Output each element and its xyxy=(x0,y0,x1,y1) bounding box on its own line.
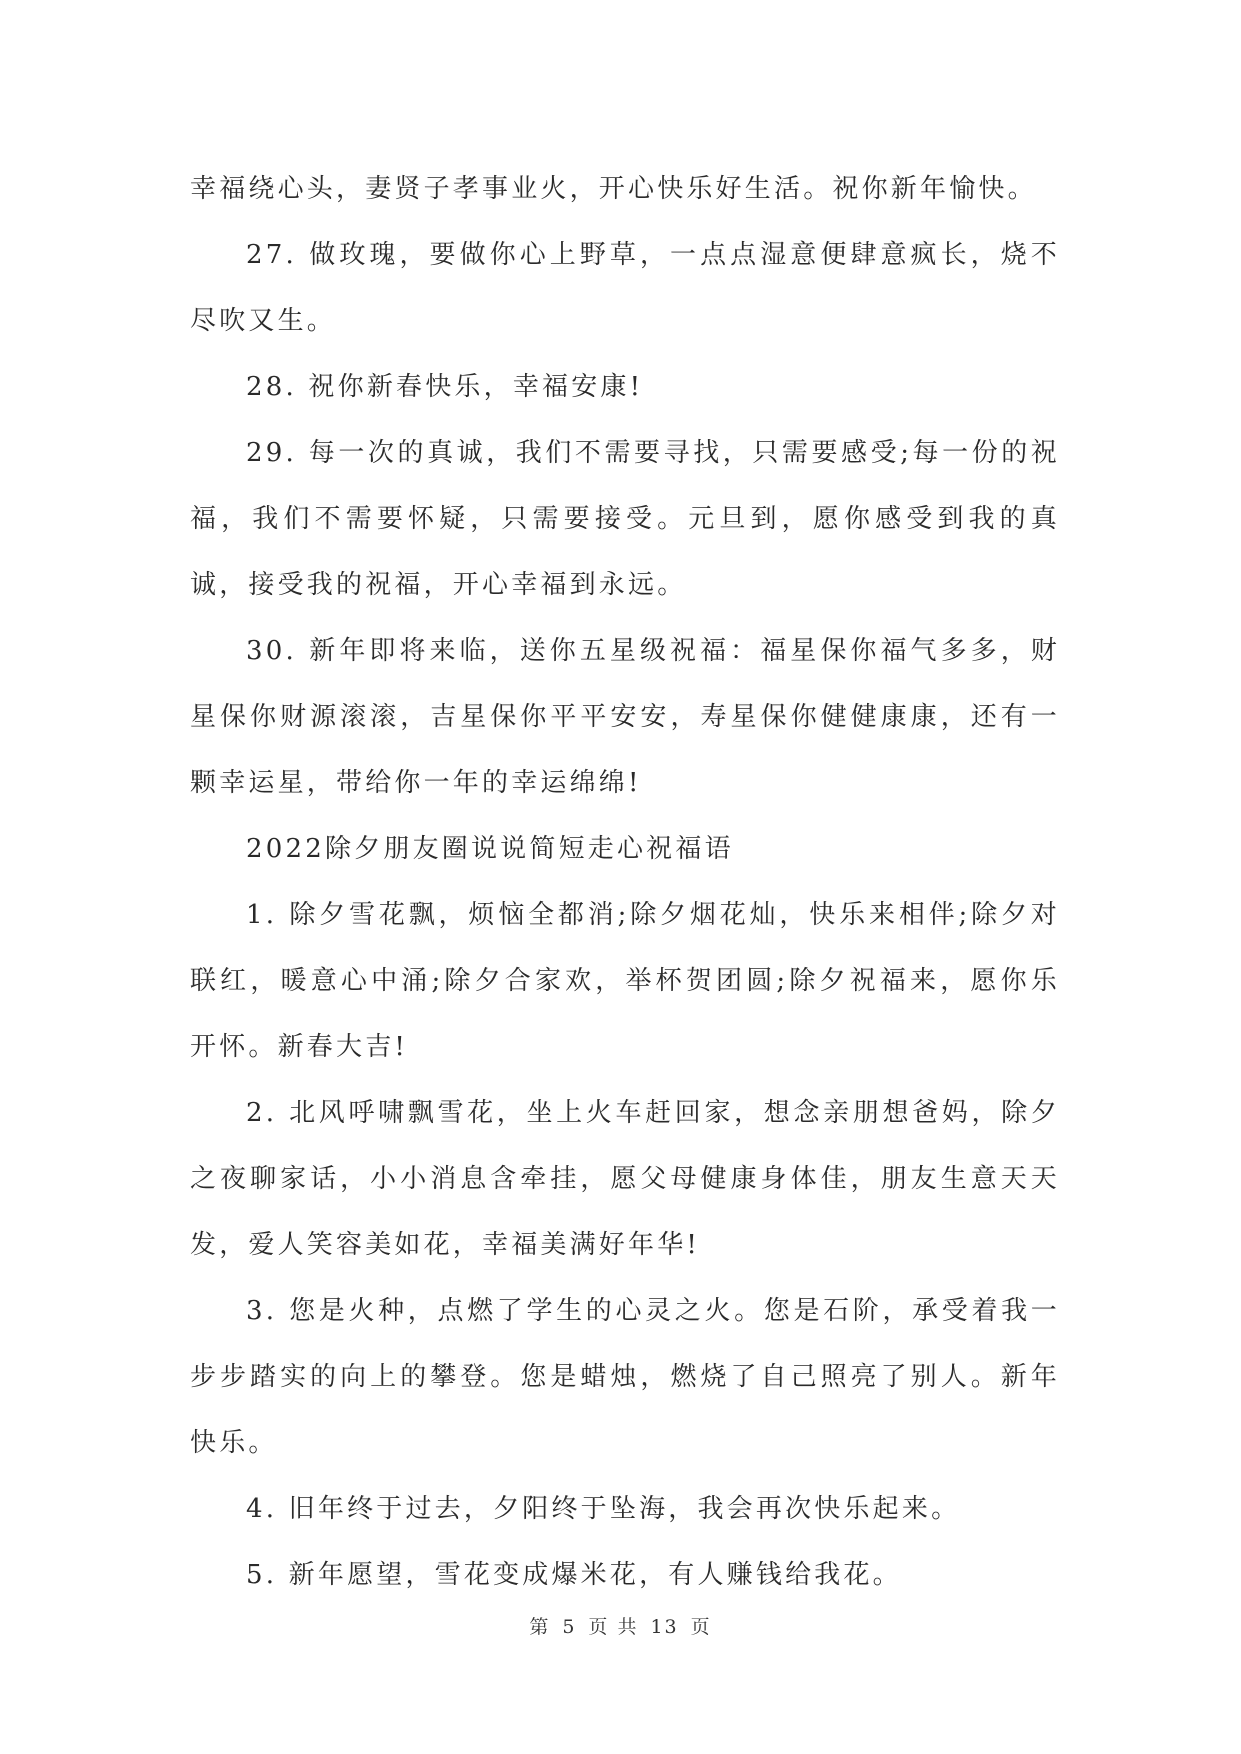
paragraph-item-2: 2. 北风呼啸飘雪花，坐上火车赶回家，想念亲朋想爸妈，除夕之夜聊家话，小小消息含牵挂，愿父母健康身体佳，朋友生意天天发，爱人笑容美如花，幸福美满好年华! xyxy=(190,1098,1060,1260)
section-heading: 2022除夕朋友圈说说简短走心祝福语 xyxy=(246,834,734,864)
paragraph-item-29: 29. 每一次的真诚，我们不需要寻找，只需要感受;每一份的祝福，我们不需要怀疑，只需要接受。元旦到，愿你感受到我的真诚，接受我的祝福，开心幸福到永远。 xyxy=(190,438,1060,600)
paragraph-item-5: 5. 新年愿望，雪花变成爆米花，有人赚钱给我花。 xyxy=(246,1560,902,1590)
page-footer xyxy=(0,1612,1241,1639)
footer-prefix: 第 xyxy=(529,1616,551,1638)
footer-middle: 页 共 xyxy=(588,1616,639,1638)
document-body xyxy=(190,156,1060,1608)
paragraph-item-1: 1. 除夕雪花飘，烦恼全都消;除夕烟花灿，快乐来相伴;除夕对联红，暖意心中涌;除夕合家欢，举杯贺团圆;除夕祝福来，愿你乐开怀。新春大吉! xyxy=(190,900,1060,1062)
paragraph-item-3: 3. 您是火种，点燃了学生的心灵之火。您是石阶，承受着我一步步踏实的向上的攀登。您是蜡烛，燃烧了自己照亮了别人。新年快乐。 xyxy=(190,1296,1060,1458)
paragraph-item-28: 28. 祝你新春快乐，幸福安康! xyxy=(246,372,644,402)
paragraph-continuation: 幸福绕心头，妻贤子孝事业火，开心快乐好生活。祝你新年愉快。 xyxy=(190,174,1037,204)
paragraph-item-30: 30. 新年即将来临，送你五星级祝福：福星保你福气多多，财星保你财源滚滚，吉星保你平平安安，寿星保你健健康康，还有一颗幸运星，带给你一年的幸运绵绵! xyxy=(190,636,1060,798)
footer-total-pages: 13 xyxy=(650,1616,679,1638)
footer-current-page: 5 xyxy=(562,1616,577,1638)
paragraph-item-27: 27. 做玫瑰，要做你心上野草，一点点湿意便肆意疯长，烧不尽吹又生。 xyxy=(190,240,1060,336)
paragraph-item-4: 4. 旧年终于过去，夕阳终于坠海，我会再次快乐起来。 xyxy=(246,1494,961,1524)
footer-suffix: 页 xyxy=(690,1616,712,1638)
